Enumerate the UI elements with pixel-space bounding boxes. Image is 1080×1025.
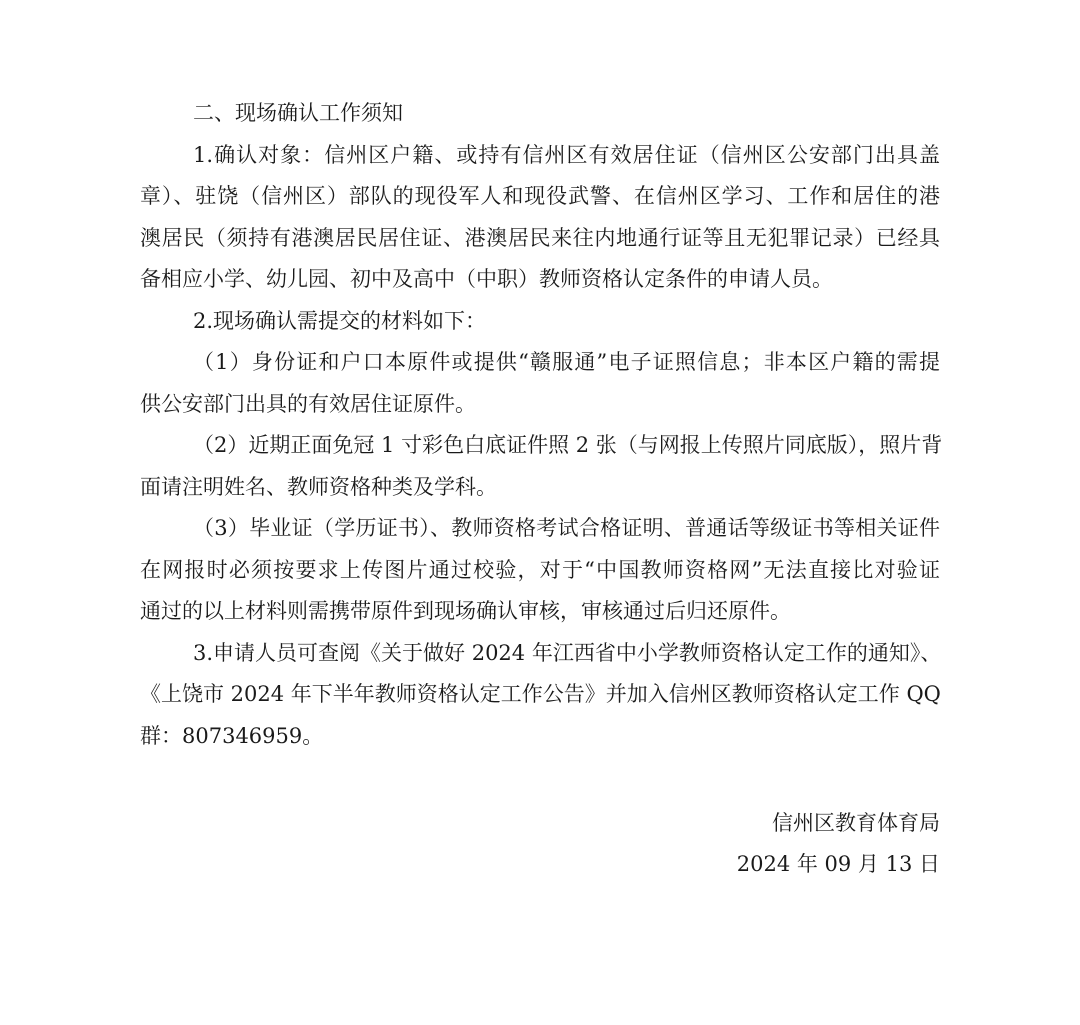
paragraph-material-1: [140, 345, 940, 428]
text-line: 在网报时必须按要求上传图片通过校验，对于“中国教师资格网”无法直接比对验证: [140, 557, 940, 582]
text-line: 1.确认对象：信州区户籍、或持有信州区有效居住证（信州区公安部门出具盖: [193, 142, 940, 167]
text-line: （1）身份证和户口本原件或提供“赣服通”电子证照信息；非本区户籍的需提: [193, 350, 940, 374]
text-line: 群：807346959。: [140, 723, 324, 748]
text-line: （2）近期正面免冠 1 寸彩色白底证件照 2 张（与网报上传照片同底版），照片背: [193, 433, 943, 457]
text-line: 章）、驻饶（信州区）部队的现役军人和现役武警、在信州区学习、工作和居住的港: [140, 184, 940, 208]
text-line: 面请注明姓名、教师资格种类及学科。: [140, 474, 497, 499]
paragraph-material-2: [140, 428, 943, 511]
text-line: （3）毕业证（学历证书）、教师资格考试合格证明、普通话等级证书等相关证件: [193, 516, 940, 540]
paragraph-materials: [140, 304, 940, 346]
paragraph-material-3: [140, 511, 940, 636]
text-line: 3.申请人员可查阅《关于做好 2024 年江西省中小学教师资格认定工作的通知》、: [193, 640, 942, 665]
document-body: [140, 96, 943, 760]
section-title: 二、现场确认工作须知: [193, 101, 403, 125]
text-line: 2.现场确认需提交的材料如下：: [193, 308, 487, 333]
text-line: 备相应小学、幼儿园、初中及高中（中职）教师资格认定条件的申请人员。: [140, 267, 833, 291]
signature-date: 2024 年 09 月 13 日: [736, 852, 940, 876]
text-line: 澳居民（须持有港澳居民居住证、港澳居民来往内地通行证等且无犯罪记录）已经具: [140, 225, 940, 250]
text-line: 《上饶市 2024 年下半年教师资格认定工作公告》并加入信州区教师资格认定工作 QQ: [140, 682, 941, 706]
paragraph-reference: [140, 636, 940, 761]
paragraph-confirm-target: [140, 138, 940, 304]
signature-org: 信州区教育体育局: [772, 811, 940, 835]
text-line: 通过的以上材料则需携带原件到现场确认审核，审核通过后归还原件。: [140, 599, 791, 623]
text-line: 供公安部门出具的有效居住证原件。: [140, 391, 476, 416]
